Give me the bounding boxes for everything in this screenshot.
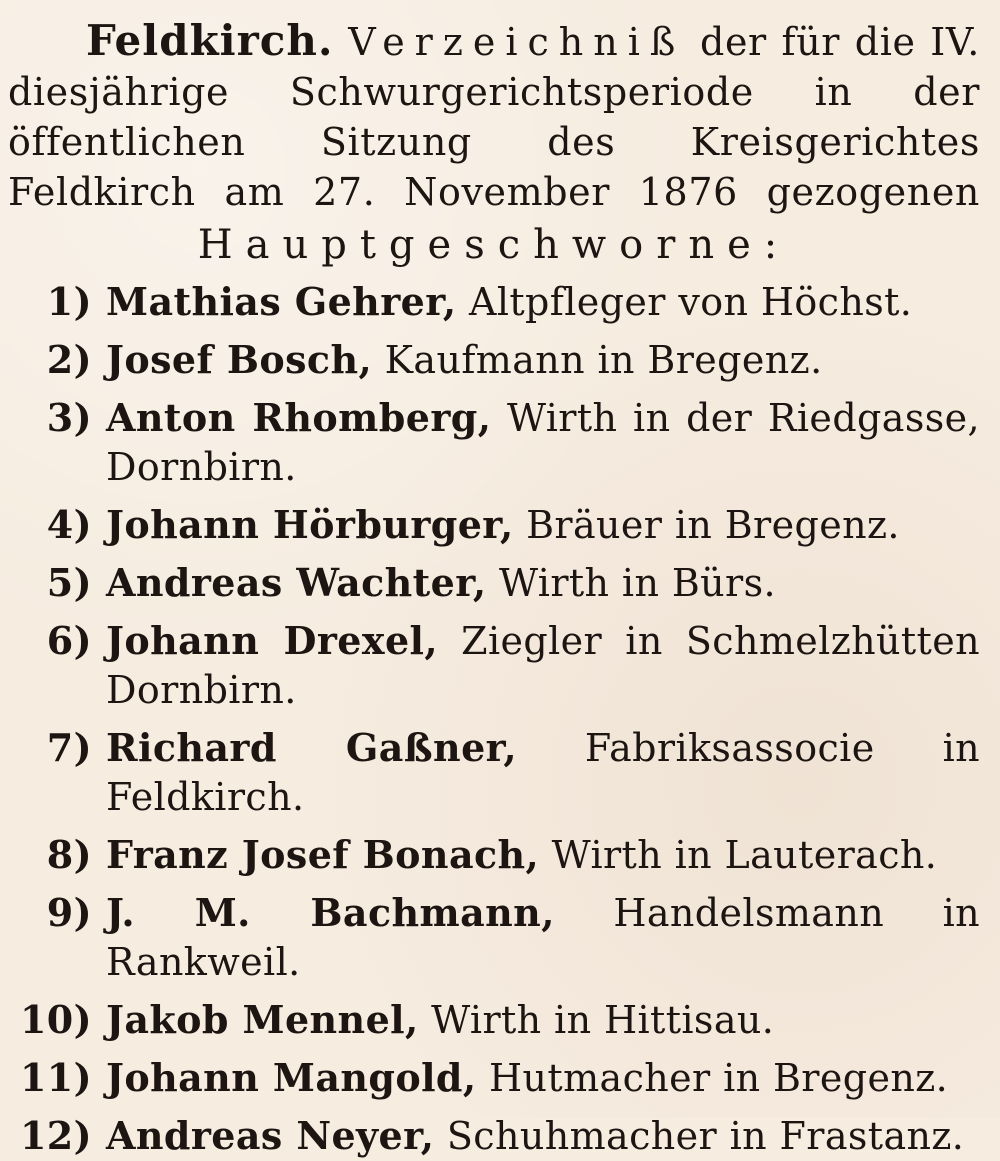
list-item	[8, 830, 980, 880]
town-name: Feldkirch.	[86, 16, 334, 65]
item-number: 3)	[46, 395, 92, 440]
juror-name: Andreas Wachter,	[106, 560, 487, 605]
juror-name: Franz Josef Bonach,	[106, 832, 540, 877]
list-item	[8, 558, 980, 608]
item-text	[106, 1111, 980, 1161]
juror-name: Mathias Gehrer,	[106, 279, 457, 324]
juror-name: Jakob Mennel,	[106, 997, 419, 1042]
item-text	[106, 723, 980, 822]
juror-details: Schuhmacher in Frastanz.	[434, 1114, 965, 1158]
item-number: 6)	[46, 618, 92, 663]
juror-name: Josef Bosch,	[106, 337, 373, 382]
item-text	[106, 558, 980, 608]
juror-name: Andreas Neyer,	[106, 1113, 435, 1158]
item-text	[106, 277, 980, 327]
juror-details: Hutmacher in Bregenz.	[476, 1056, 949, 1100]
item-text	[106, 995, 980, 1045]
list-item	[8, 393, 980, 492]
juror-details: Wirth in Lauterach.	[539, 833, 938, 877]
item-number: 5)	[46, 560, 92, 605]
intro-paragraph	[8, 16, 980, 217]
item-number: 2)	[46, 337, 92, 382]
section-heading: Hauptgeschworne:	[197, 222, 791, 268]
item-number: 9)	[46, 890, 92, 935]
item-number: 10)	[19, 997, 92, 1042]
juror-details: Altpfleger von Höchst.	[456, 280, 913, 324]
juror-details: Bräuer in Bregenz.	[513, 503, 900, 547]
juror-name: Richard Gaßner,	[106, 725, 517, 770]
list-item	[8, 335, 980, 385]
list-item	[8, 1111, 980, 1161]
intro-title-word: Verzeichniß	[348, 20, 686, 64]
list-item	[8, 1053, 980, 1103]
item-text	[106, 335, 980, 385]
juror-details: Handelsmann in Rankweil.	[106, 891, 980, 984]
juror-name: Johann Drexel,	[106, 618, 438, 663]
juror-name: J. M. Bachmann,	[106, 890, 555, 935]
list-item	[8, 995, 980, 1045]
juror-list	[8, 277, 980, 1161]
juror-details: Ziegler in Schmelzhütten Dornbirn.	[106, 619, 980, 712]
list-item	[8, 616, 980, 715]
juror-details: Fabriksassocie in Feldkirch.	[106, 726, 980, 819]
item-text	[106, 393, 980, 492]
item-text	[106, 1053, 980, 1103]
list-item	[8, 723, 980, 822]
intro-text: der für die IV. diesjährige Schwurgerichtsperiode in der öffentlichen Sitzung des Kreisgerichtes Feldkirch am 27. November 1876 gezogenen	[8, 20, 980, 214]
juror-details: Wirth in Bürs.	[486, 561, 776, 605]
item-text	[106, 830, 980, 880]
juror-details: Wirth in Hittisau.	[418, 998, 775, 1042]
item-number: 12)	[19, 1113, 92, 1158]
item-number: 8)	[46, 832, 92, 877]
item-number: 7)	[46, 725, 92, 770]
list-item	[8, 888, 980, 987]
item-number: 1)	[46, 279, 92, 324]
item-text	[106, 616, 980, 715]
juror-name: Anton Rhomberg,	[106, 395, 492, 440]
list-item	[8, 500, 980, 550]
list-item	[8, 277, 980, 327]
item-text	[106, 888, 980, 987]
juror-name: Johann Mangold,	[106, 1055, 477, 1100]
item-text	[106, 500, 980, 550]
item-number: 11)	[19, 1055, 92, 1100]
juror-details: Wirth in der Riedgasse, Dornbirn.	[106, 396, 980, 489]
juror-name: Johann Hörburger,	[106, 502, 514, 547]
item-number: 4)	[46, 502, 92, 547]
juror-details: Kaufmann in Bregenz.	[372, 338, 823, 382]
